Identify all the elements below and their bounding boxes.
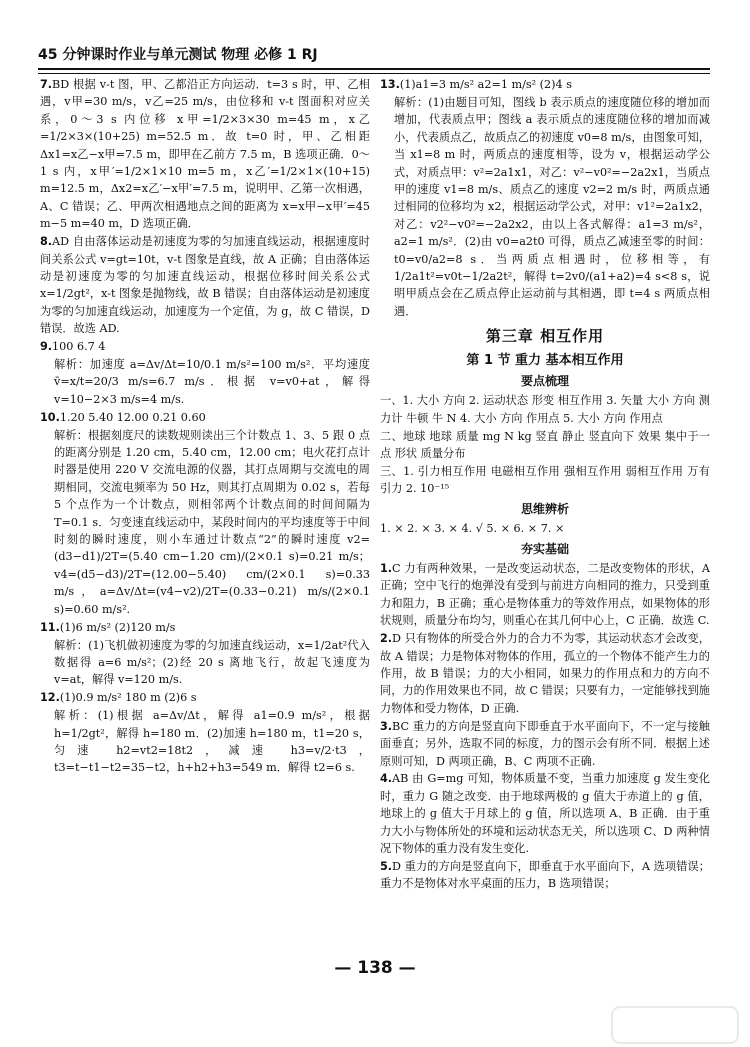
answer-item	[40, 76, 370, 233]
chapter-title: 第三章 相互作用	[485, 327, 605, 346]
problem-13-block	[380, 76, 710, 320]
item-text: (1)6 m/s² (2)120 m/s	[59, 620, 176, 634]
header-title: 45 分钟课时作业与单元测试 物理 必修 1 RJ	[38, 47, 318, 63]
basics-list	[380, 560, 710, 893]
header-rule	[38, 73, 710, 74]
answer-item	[380, 94, 710, 320]
basics-item	[380, 858, 710, 893]
item-text: 1.20 5.40 12.00 0.21 0.60	[59, 410, 206, 424]
item-number: 7.	[40, 78, 53, 91]
item-number: 8.	[40, 235, 53, 249]
basics-item	[380, 560, 710, 630]
answer-item	[40, 409, 370, 426]
subheading-key-points: 要点梳理	[520, 374, 569, 388]
subheading-thinking: 思维辨析	[520, 501, 569, 516]
answer-item	[380, 76, 710, 93]
watermark-logo	[610, 1005, 740, 1045]
item-text: 100 6.7 4	[52, 340, 106, 354]
item-number: 4.	[380, 772, 393, 786]
key-point: 一、1. 大小 方向 2. 运动状态 形变 相互作用 3. 矢量 大小 方向 测力计 牛顿 牛 N 4. 大小 方向 作用点 5. 大小 方向 作用点	[380, 394, 710, 425]
item-text: C 力有两种效果，一是改变运动状态，二是改变物体的形状，A 正确；空中飞行的炮弹没有受到与前进方向相同的推力，只受到重力和阻力，B 正确；重心是物体重力的等效作用点，如果物体的形状规则，质量分布均匀，则重心在其几何中心上，C 正确．故选 C.	[380, 562, 710, 628]
basics-item	[380, 770, 710, 857]
answer-item	[40, 338, 370, 355]
answer-item	[40, 427, 370, 618]
subheading-basics: 夯实基础	[520, 541, 569, 556]
page-number: — 138 —	[334, 958, 416, 978]
answer-item	[40, 619, 370, 636]
item-text: 解析：(1)飞机做初速度为零的匀加速直线运动，x=1/2at²代入数据得 a=6 m/s²；(2)经 20 s 离地飞行，故起飞速度为 v=at，解得 v=120 m/s.	[54, 638, 370, 687]
item-number: 11.	[40, 620, 60, 634]
item-text: AB 由 G=mg 可知，物体质量不变，当重力加速度 g 发生变化时，重力 G 随之改变．由于地球两极的 g 值大于赤道上的 g 值，地球上的 g 值大于月球上的 g 值，所以选项 A、B 正确．由于重力大小与物体所处的环境和运动状态无关，所以选项 C、D 两种情况下物体的重力没有发生变化.	[380, 772, 710, 856]
item-text: (1)a1=3 m/s² a2=1 m/s² (2)4 s	[399, 78, 572, 91]
item-text: D 只有物体的所受合外力的合力不为零，其运动状态才会改变，故 A 错误；力是物体对物体的作用，孤立的一个物体不能产生力的作用，故 B 错误；力的大小相同，如果力的作用点和力的方向不同，力的作用效果也不同，故 C 错误；只要有力，一定能够找到施力物体和受力物体，D 正确.	[380, 632, 710, 715]
basics-item	[380, 718, 710, 770]
left-column	[40, 76, 370, 777]
item-text: 解析：加速度 a=Δv/Δt=10/0.1 m/s²=100 m/s²．平均速度 v̄=x/t=20/3 m/s=6.7 m/s．根据 v=v0+at，解得 v=10−2×3 m/s=4 m/s.	[54, 358, 370, 406]
item-number: 2.	[380, 632, 393, 646]
item-number: 10.	[40, 410, 60, 424]
item-number: 1.	[380, 562, 393, 576]
answer-item	[40, 689, 370, 706]
item-text: 解析：(1)由题目可知，图线 b 表示质点的速度随位移的增加而增加，代表质点甲；图线 a 表示质点的速度随位移的增加而减小，代表质点乙，故质点乙的初速度 v0=8 m/s，由图象可知，当 x1=8 m 时，两质点的速度相等，设为 v，根据运动学公式，对质点甲：v²=2a1x1，对乙：v²−v0²=−2a2x1，当质点甲的速度 v1=8 m/s、质点乙的速度 v2=2 m/s 时，两质点通过相同的位移均为 x2，根据运动学公式，对甲：v1²=2a1x2，对乙：v2²−v0²=−2a2x2，由以上各式解得：a1=3 m/s²，a2=1 m/s²．(2)由 v0=a2t0 可得，质点乙减速至零的时间：t0=v0/a2=8 s．当两质点相遇时，位移相等，有 1/2a1t²=v0t−1/2a2t²，解得 t=2v0/(a1+a2)=4 s<8 s，说明甲质点会在乙质点停止运动前与其相遇，即 t=4 s 两质点相遇．	[394, 95, 710, 318]
item-text: D 重力的方向是竖直向下，即垂直于水平面向下，A 选项错误；重力不是物体对水平桌面的压力，B 选项错误；	[380, 859, 710, 891]
item-text: AD 自由落体运动是初速度为零的匀加速直线运动，根据速度时间关系公式 v=gt=10t，v-t 图象是直线，故 A 正确；自由落体运动是初速度为零的匀加速直线运动，根据位移时间关系公式 x=1/2gt²，x-t 图象是抛物线，故 B 错误；自由落体运动是初速度为零的匀加速直线运动，加速度为一个定值，为 g，故 C 错误，D 错误．故选 AD.	[40, 235, 370, 336]
item-text: 解析：根据刻度尺的读数规则读出三个计数点 1、3、5 跟 0 点的距离分别是 1.20 cm，5.40 cm，12.00 cm；电火花打点计时器是使用 220 V 交流电源的仪器，其打点周期与交流电的周期相同，交流电频率为 50 Hz，则其打点周期为 0.02 s，若每 5 个点作为一个计数点，则相邻两个计数点间的时间间隔为 T=0.1 s．匀变速直线运动中，某段时间内的平均速度等于中间时刻的瞬时速度，则小车通过计数点“2”的瞬时速度 v2=(d3−d1)/2T=(5.40 cm−1.20 cm)/(2×0.1 s)=0.21 m/s；v4=(d5−d3)/2T=(12.00−5.40) cm/(2×0.1 s)=0.33 m/s，a=Δv/Δt=(v4−v2)/2T=(0.33−0.21) m/s/(2×0.1 s)=0.60 m/s².	[54, 428, 370, 616]
answer-item	[40, 707, 370, 777]
item-number: 3.	[380, 719, 393, 733]
item-text: 解析：(1)根据 a=Δv/Δt，解得 a1=0.9 m/s²，根据 h=1/2gt²，解得 h=180 m．(2)加速 h=180 m，t1=20 s，匀速 h2=vt2=18t2，减速 h3=v/2·t3，t3=t−t1−t2=35−t2，h+h2+h3=549 m．解得 t2=6 s.	[54, 709, 370, 775]
item-number: 5.	[380, 859, 393, 873]
answer-item	[40, 233, 370, 337]
item-number: 9.	[40, 340, 53, 354]
right-column	[380, 76, 710, 893]
key-point: 三、1. 引力相互作用 电磁相互作用 强相互作用 弱相互作用 万有引力 2. 10⁻¹⁵	[380, 465, 710, 496]
judge-answers: 1. × 2. × 3. × 4. √ 5. × 6. × 7. ×	[380, 522, 565, 536]
section-title: 第 1 节 重力 基本相互作用	[466, 352, 624, 368]
item-number: 13.	[380, 78, 400, 91]
item-text: (1)0.9 m/s² 180 m (2)6 s	[59, 691, 197, 705]
answer-item	[40, 356, 370, 408]
key-points-list	[380, 392, 710, 497]
item-text: BD 根据 v-t 图，甲、乙都沿正方向运动．t=3 s 时，甲、乙相遇，v甲=30 m/s，v乙=25 m/s，由位移和 v-t 图面积对应关系，0～3 s 内位移 x甲=1/2×3×30 m=45 m，x乙=1/2×3×(10+25) m=52.5 m．故 t=0 时，甲、乙相距 Δx1=x乙−x甲=7.5 m，即甲在乙前方 7.5 m，B 选项正确．0～1 s 内，x甲′=1/2×1×10 m=5 m，x乙′=1/2×1×(10+15) m=12.5 m，Δx2=x乙′−x甲′=7.5 m，说明甲、乙第一次相遇，A、C 错误；乙、甲两次相遇地点之间的距离为 x=x甲−x甲′=45 m−5 m=40 m，D 选项正确．	[40, 78, 370, 231]
item-number: 12.	[40, 691, 60, 705]
running-header	[38, 44, 710, 70]
key-point: 二、地球 地球 质量 mg N kg 竖直 静止 竖直向下 效果 集中于一点 形状 质量分布	[380, 429, 710, 461]
answer-item	[40, 637, 370, 689]
basics-item	[380, 630, 710, 717]
item-text: BC 重力的方向是竖直向下即垂直于水平面向下，不一定与接触面垂直；另外，选取不同的标度，力的图示会有所不同．根据上述原则可知，D 两项正确，B、C 两项不正确.	[380, 719, 710, 768]
